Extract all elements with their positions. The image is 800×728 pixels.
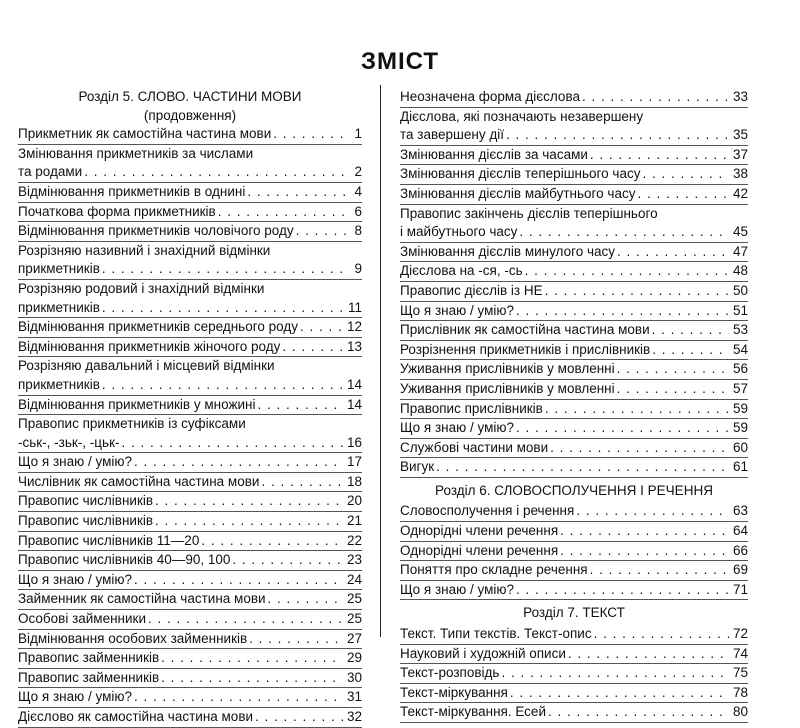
- toc-entry-title: Поняття про складне речення: [400, 562, 588, 578]
- toc-page-number: 13: [346, 338, 362, 354]
- dot-leader: [548, 439, 729, 458]
- dot-leader: [592, 625, 729, 644]
- dot-leader: [499, 664, 729, 683]
- toc-entry-title: Відмінювання прикметників середнього роду: [18, 319, 298, 335]
- dot-leader: [119, 434, 343, 453]
- section-5-title: Розділ 5. СЛОВО. ЧАСТИНИ МОВИ: [78, 89, 302, 104]
- toc-page-number: 25: [346, 611, 362, 627]
- toc-page-number: 14: [346, 376, 362, 392]
- dot-leader: [615, 380, 729, 399]
- toc-page-number: 27: [346, 630, 362, 646]
- dot-leader: [574, 502, 729, 521]
- dot-leader: [615, 243, 729, 262]
- toc-entry-title-line: Розрізняю називний і знахідний відмінки: [18, 242, 271, 258]
- toc-entry: [400, 380, 748, 400]
- dot-leader: [640, 165, 729, 184]
- dot-leader: [271, 125, 350, 144]
- toc-entry: [18, 453, 362, 473]
- toc-page-number: 31: [346, 689, 362, 705]
- right-column: [400, 88, 748, 723]
- dot-leader: [558, 542, 729, 561]
- toc-entry-title: Прислівник як самостійна частина мови: [400, 322, 650, 338]
- toc-entry: [18, 415, 362, 453]
- toc-entry-title: Вигук: [400, 459, 435, 475]
- dot-leader: [199, 532, 343, 551]
- toc-page-number: 72: [732, 626, 748, 642]
- toc-entry-title: Дієслово як самостійна частина мови: [18, 709, 254, 724]
- toc-entry: [18, 125, 362, 145]
- toc-page-number: 48: [732, 263, 748, 279]
- toc-entry-title: Особові займенники: [18, 611, 146, 627]
- toc-entry: [400, 645, 748, 665]
- toc-entry: [18, 357, 362, 395]
- toc-page-number: 11: [347, 299, 362, 315]
- toc-entry: [18, 532, 362, 552]
- dot-leader: [650, 321, 729, 340]
- toc-entry-title: та родами: [18, 164, 83, 180]
- toc-page-number: 23: [346, 552, 362, 568]
- dot-leader: [588, 146, 729, 165]
- toc-entry-title-line: Розрізняю родовий і знахідний відмінки: [18, 280, 265, 296]
- toc-entry: [400, 108, 748, 146]
- dot-leader: [434, 458, 729, 477]
- toc-entry-title: Числівник як самостійна частина мови: [18, 473, 260, 489]
- toc-entry-title: Правопис дієслів із НЕ: [400, 282, 543, 298]
- toc-entry-title: Неозначена форма дієслова: [400, 89, 580, 104]
- dot-leader: [615, 360, 729, 379]
- toc-entry: [400, 664, 748, 684]
- toc-entry: [18, 688, 362, 708]
- dot-leader: [543, 282, 729, 301]
- toc-page-number: 35: [732, 127, 748, 143]
- dot-leader: [635, 185, 729, 204]
- toc-entry: [400, 243, 748, 263]
- toc-page-number: 30: [346, 669, 362, 685]
- toc-entry: [18, 222, 362, 242]
- toc-entry: [400, 146, 748, 166]
- toc-entry-title: Що я знаю / умію?: [18, 454, 133, 470]
- toc-entry: [18, 512, 362, 532]
- toc-entry-title: -ськ-, -зьк-, -цьк-: [18, 434, 120, 450]
- toc-page-number: 71: [732, 581, 748, 597]
- toc-entry: [18, 649, 362, 669]
- toc-page-number: 54: [732, 341, 748, 357]
- toc-entry: [400, 458, 748, 478]
- toc-entry: [18, 203, 362, 223]
- toc-entry: [400, 185, 748, 205]
- toc-entry-title: Однорідні члени речення: [400, 523, 559, 539]
- toc-entry-title-line: Змінювання прикметників за числами: [18, 145, 254, 161]
- dot-leader: [514, 419, 729, 438]
- toc-page-number: 18: [346, 473, 362, 489]
- toc-entry: [18, 630, 362, 650]
- toc-page-number: 12: [346, 319, 362, 335]
- toc-entry-title: Правопис займенників: [18, 650, 160, 666]
- toc-page-number: 8: [354, 223, 362, 239]
- section-5-subtitle: (продовження): [143, 107, 237, 123]
- section-7-title: Розділ 7. ТЕКСТ: [523, 605, 625, 621]
- toc-entry-title: Відмінювання прикметників жіночого роду: [18, 338, 281, 354]
- toc-entry: [18, 708, 362, 728]
- toc-entry: [400, 165, 748, 185]
- toc-page-number: 17: [346, 454, 362, 470]
- toc-entry: [400, 684, 748, 704]
- toc-page-number: 45: [732, 224, 748, 240]
- dot-leader: [514, 581, 729, 600]
- toc-entry: [400, 321, 748, 341]
- toc-page-number: 61: [732, 459, 748, 475]
- toc-entry-title: Текст-розповідь: [400, 665, 500, 681]
- toc-entry-title: Прикметник як самостійна частина мови: [18, 126, 272, 142]
- toc-page-number: 50: [732, 282, 748, 298]
- dot-leader: [294, 222, 351, 241]
- dot-leader: [255, 396, 342, 415]
- toc-entry-title: Змінювання дієслів теперішнього часу: [400, 166, 641, 182]
- toc-page-number: 57: [732, 380, 748, 396]
- toc-page-number: 66: [732, 542, 748, 558]
- dot-leader: [650, 341, 729, 360]
- toc-page-number: 14: [346, 396, 362, 412]
- toc-entry: [400, 581, 748, 601]
- toc-entry-title: прикметників: [18, 376, 100, 392]
- toc-entry-title-line: Дієслова, які позначають незавершену: [400, 108, 644, 124]
- toc-entry: [400, 522, 748, 542]
- toc-entry: [400, 625, 748, 645]
- toc-entry: [400, 88, 748, 108]
- toc-entry-title: Текст-міркування. Есей: [400, 704, 546, 720]
- dot-leader: [100, 376, 343, 395]
- dot-leader: [247, 630, 343, 649]
- toc-entry: [18, 280, 362, 318]
- left-column: [18, 88, 362, 728]
- toc-page-number: 24: [346, 571, 362, 587]
- toc-entry-title-line: Правопис прикметників із суфіксами: [18, 416, 246, 432]
- toc-entry-title-line: Розрізняю давальний і місцевий відмінки: [18, 358, 275, 374]
- toc-entry-title: Правопис числівників 40—90, 100: [18, 552, 231, 568]
- toc-page-number: 4: [354, 183, 362, 199]
- toc-page-number: 38: [732, 166, 748, 182]
- toc-entry-title: Правопис числівників: [18, 493, 154, 509]
- toc-entry: [400, 419, 748, 439]
- toc-entry-title: Що я знаю / умію?: [400, 581, 515, 597]
- toc-entry-title: Розрізнення прикметників і прислівників: [400, 341, 651, 357]
- toc-entry-title: прикметників: [18, 261, 100, 277]
- dot-leader: [159, 649, 343, 668]
- toc-page-number: 53: [732, 322, 748, 338]
- toc-entry-title: Відмінювання особових займенників: [18, 630, 248, 646]
- dot-leader: [259, 473, 343, 492]
- dot-leader: [280, 338, 343, 357]
- toc-entry-title: Текст-міркування: [400, 684, 508, 700]
- toc-list: [400, 625, 748, 723]
- toc-page-number: 33: [732, 89, 748, 104]
- toc-list: [400, 502, 748, 600]
- toc-page-number: 80: [732, 704, 748, 720]
- toc-entry: [18, 338, 362, 358]
- dot-leader: [132, 453, 343, 472]
- toc-entry: [400, 502, 748, 522]
- dot-leader: [508, 684, 729, 703]
- toc-entry-title: Відмінювання прикметників чоловічого роду: [18, 223, 294, 239]
- toc-entry: [18, 571, 362, 591]
- toc-page-number: 59: [732, 400, 748, 416]
- toc-entry-title: Відмінювання прикметників у множині: [18, 396, 256, 412]
- toc-page-number: 22: [346, 532, 362, 548]
- toc-page-number: 21: [346, 513, 362, 529]
- toc-page-number: 37: [732, 146, 748, 162]
- dot-leader: [230, 551, 343, 570]
- toc-entry-title-line: Правопис закінчень дієслів теперішнього: [400, 205, 658, 221]
- toc-page-number: 64: [732, 523, 748, 539]
- toc-entry: [18, 610, 362, 630]
- dot-leader: [100, 299, 344, 318]
- dot-leader: [588, 561, 729, 580]
- toc-entry-title: Однорідні члени речення: [400, 542, 559, 558]
- toc-entry: [400, 282, 748, 302]
- toc-page-number: 75: [732, 665, 748, 681]
- dot-leader: [82, 163, 350, 182]
- toc-entry: [400, 205, 748, 243]
- toc-page-number: 59: [732, 420, 748, 436]
- dot-leader: [146, 610, 343, 629]
- dot-leader: [543, 400, 729, 419]
- toc-entry-title: та завершену дії: [400, 127, 504, 143]
- toc-entry: [18, 183, 362, 203]
- toc-entry: [400, 400, 748, 420]
- dot-leader: [514, 302, 729, 321]
- dot-leader: [153, 512, 343, 531]
- toc-entry-title: Науковий і художній описи: [400, 645, 566, 661]
- toc-entry-title: Уживання прислівників у мовленні: [400, 380, 615, 396]
- toc-page-number: 20: [346, 493, 362, 509]
- toc-entry-title: Що я знаю / умію?: [400, 420, 515, 436]
- dot-leader: [266, 590, 343, 609]
- toc-entry: [18, 396, 362, 416]
- toc-page-number: 63: [732, 503, 748, 519]
- toc-page-number: 78: [732, 684, 748, 700]
- toc-entry-title: Що я знаю / умію?: [18, 689, 133, 705]
- toc-entry: [400, 302, 748, 322]
- toc-page-number: 1: [354, 126, 362, 142]
- dot-leader: [517, 223, 729, 242]
- toc-page-number: 9: [354, 261, 362, 277]
- dot-leader: [132, 688, 343, 707]
- toc-entry-title: Початкова форма прикметників: [18, 203, 216, 219]
- section-6-title: Розділ 6. СЛОВОСПОЛУЧЕННЯ І РЕЧЕННЯ: [435, 482, 713, 498]
- dot-leader: [546, 703, 729, 722]
- column-divider: [380, 85, 381, 637]
- toc-entry-title: Правопис займенників: [18, 669, 160, 685]
- toc-list: [400, 88, 748, 478]
- toc-entry: [400, 542, 748, 562]
- toc-entry-title: Що я знаю / умію?: [18, 571, 133, 587]
- toc-page-number: 32: [346, 709, 362, 724]
- toc-entry: [18, 242, 362, 280]
- toc-entry-title: Змінювання дієслів минулого часу: [400, 243, 616, 259]
- toc-entry: [18, 669, 362, 689]
- toc-entry: [18, 492, 362, 512]
- toc-page-number: 47: [732, 243, 748, 259]
- toc-page-number: 2: [354, 164, 362, 180]
- toc-entry: [400, 439, 748, 459]
- toc-list: [18, 125, 362, 727]
- dot-leader: [298, 318, 343, 337]
- toc-entry: [400, 262, 748, 282]
- toc-entry-title: Уживання прислівників у мовленні: [400, 361, 615, 377]
- toc-entry: [18, 318, 362, 338]
- toc-entry-title: Правопис числівників: [18, 513, 154, 529]
- dot-leader: [523, 262, 729, 281]
- dot-leader: [580, 88, 729, 107]
- page-title: ЗМІСТ: [360, 48, 440, 75]
- toc-entry-title: прикметників: [18, 299, 100, 315]
- toc-entry: [18, 551, 362, 571]
- toc-entry-title: Що я знаю / умію?: [400, 302, 515, 318]
- toc-entry-title: Змінювання дієслів майбутнього часу: [400, 185, 636, 201]
- toc-entry-title: Відмінювання прикметників в однині: [18, 183, 246, 199]
- toc-entry-title: Службові частини мови: [400, 439, 549, 455]
- toc-page-number: 29: [346, 650, 362, 666]
- toc-page-number: 60: [732, 439, 748, 455]
- toc-entry-title: Текст. Типи текстів. Текст-опис: [400, 626, 592, 642]
- toc-entry: [18, 473, 362, 493]
- dot-leader: [153, 492, 343, 511]
- dot-leader: [566, 645, 729, 664]
- dot-leader: [504, 126, 729, 145]
- toc-entry-title: Словосполучення і речення: [400, 503, 575, 519]
- toc-page-number: 6: [354, 203, 362, 219]
- toc-page-number: 56: [732, 361, 748, 377]
- dot-leader: [558, 522, 729, 541]
- toc-entry-title: Дієслова на -ся, -сь: [400, 263, 523, 279]
- dot-leader: [216, 203, 351, 222]
- dot-leader: [132, 571, 343, 590]
- toc-entry: [400, 561, 748, 581]
- toc-entry-title: Правопис прислівників: [400, 400, 543, 416]
- toc-entry: [400, 703, 748, 723]
- dot-leader: [159, 669, 343, 688]
- toc-page-number: 51: [732, 302, 748, 318]
- toc-entry: [400, 360, 748, 380]
- toc-entry: [18, 590, 362, 610]
- toc-page-number: 74: [732, 645, 748, 661]
- dot-leader: [100, 260, 351, 279]
- toc-page-number: 69: [732, 562, 748, 578]
- toc-entry-title: Змінювання дієслів за часами: [400, 146, 588, 162]
- toc-entry: [18, 145, 362, 183]
- dot-leader: [245, 183, 350, 202]
- toc-page-number: 25: [346, 591, 362, 607]
- toc-entry-title: Займенник як самостійна частина мови: [18, 591, 266, 607]
- toc-page-number: 16: [346, 434, 362, 450]
- toc-entry-title: Правопис числівників 11—20: [18, 532, 200, 548]
- toc-entry-title: і майбутнього часу: [400, 224, 518, 240]
- toc-entry: [400, 341, 748, 361]
- toc-page-number: 42: [732, 185, 748, 201]
- dot-leader: [253, 708, 343, 727]
